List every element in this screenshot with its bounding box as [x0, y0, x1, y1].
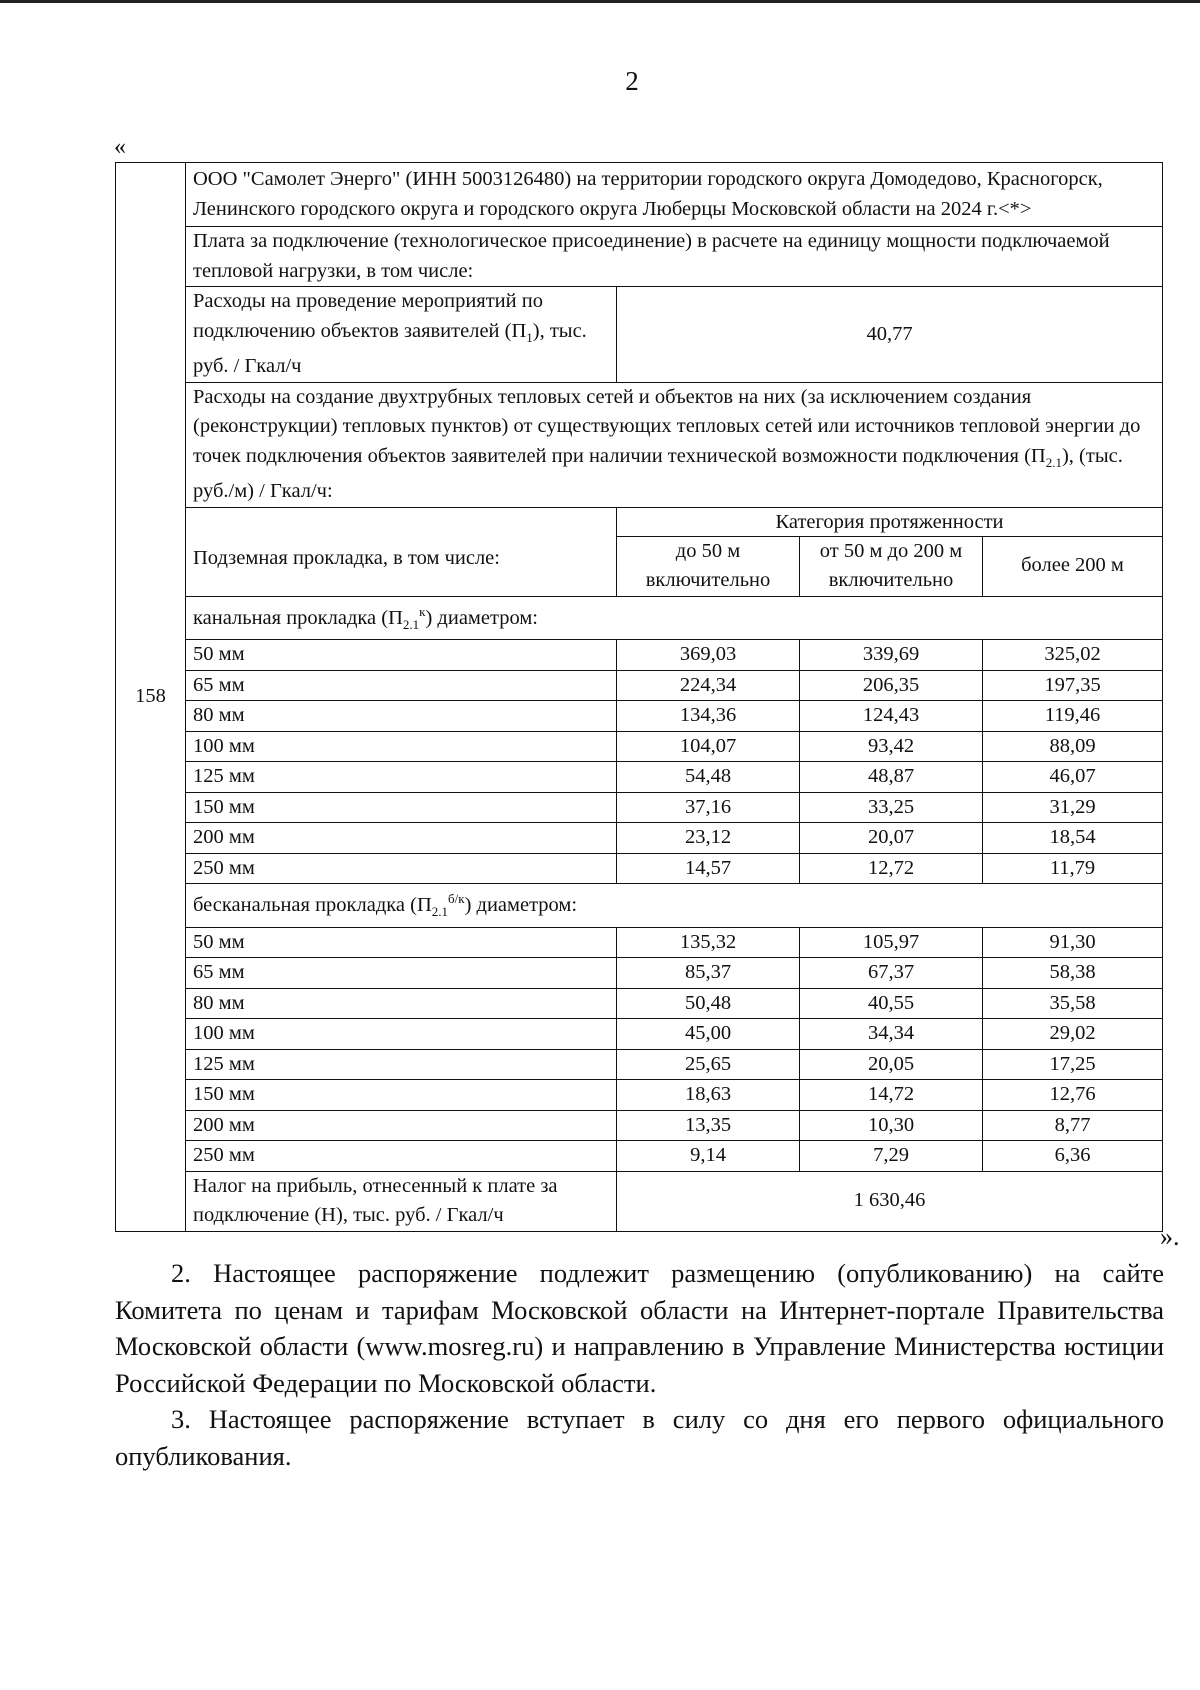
- column-header-3: более 200 м: [983, 536, 1163, 596]
- channelless-value: 45,00: [617, 1019, 800, 1050]
- channelless-value: 35,58: [983, 988, 1163, 1019]
- channelless-row: [116, 1080, 1163, 1111]
- closing-quote: ».: [1160, 1222, 1180, 1251]
- channel-diameter: 250 мм: [186, 853, 617, 884]
- channelless-diameter: 150 мм: [186, 1080, 617, 1111]
- channelless-value: 105,97: [800, 927, 983, 958]
- channelless-value: 67,37: [800, 958, 983, 989]
- channelless-value: 91,30: [983, 927, 1163, 958]
- channelless-value: 58,38: [983, 958, 1163, 989]
- column-header-2: от 50 м до 200 м включительно: [800, 536, 983, 596]
- channel-value: 37,16: [617, 792, 800, 823]
- channelless-value: 8,77: [983, 1110, 1163, 1141]
- channel-row: [116, 792, 1163, 823]
- channel-diameter: 150 мм: [186, 792, 617, 823]
- org-title: ООО "Самолет Энерго" (ИНН 5003126480) на территории городского округа Домодедово, Красногорск, Ленинского городского округа и городского округа Люберцы Московской области на 2024 г.<*>: [186, 163, 1163, 227]
- channel-section-row: [116, 596, 1163, 639]
- channelless-value: 34,34: [800, 1019, 983, 1050]
- p21-label: [186, 382, 1163, 507]
- p21-label-end: ), (тыс. руб./м) / Гкал/ч:: [193, 444, 1123, 503]
- row-number: 158: [116, 163, 186, 1232]
- channelless-value: 50,48: [617, 988, 800, 1019]
- channel-section-label: [186, 596, 1163, 639]
- channelless-row: [116, 1019, 1163, 1050]
- fee-row: [116, 227, 1163, 287]
- paragraph-3: [115, 1401, 1164, 1474]
- channel-row: [116, 640, 1163, 671]
- opening-quote: «: [114, 134, 126, 160]
- channel-value: 88,09: [983, 731, 1163, 762]
- channelless-subscript: 2.1: [431, 904, 449, 920]
- tax-value: 1 630,46: [617, 1171, 1163, 1231]
- channelless-value: 18,63: [617, 1080, 800, 1111]
- tariff-table: [115, 162, 1163, 1232]
- p1-label-end: ), тыс. руб. / Гкал/ч: [193, 319, 587, 378]
- paragraph-2-text: 2. Настоящее распоряжение подлежит размещению (опубликованию) на сайте Комитета по ценам и тарифам Московской области на Интернет-портале Правительства Московской области (www.mosreg.ru) и направлению в Управление Министерства юстиции Российской Федерации по Московской области.: [115, 1258, 1164, 1398]
- channelless-value: 6,36: [983, 1141, 1163, 1172]
- p1-subscript: 1: [526, 329, 533, 345]
- channel-value: 31,29: [983, 792, 1163, 823]
- underground-label: Подземная прокладка, в том числе:: [186, 507, 617, 596]
- tax-row: [116, 1171, 1163, 1231]
- channel-value: 46,07: [983, 762, 1163, 793]
- channelless-row: [116, 1049, 1163, 1080]
- channelless-label-text: бесканальная прокладка (П: [193, 893, 432, 916]
- channel-diameter: 200 мм: [186, 823, 617, 854]
- channelless-section-row: [116, 884, 1163, 927]
- channel-value: 104,07: [617, 731, 800, 762]
- fee-title: Плата за подключение (технологическое присоединение) в расчете на единицу мощности подключаемой тепловой нагрузки, в том числе:: [186, 227, 1163, 287]
- top-border: [0, 0, 1200, 3]
- category-header: Категория протяженности: [617, 507, 1163, 536]
- paragraph-2: [115, 1255, 1164, 1401]
- channel-row: [116, 731, 1163, 762]
- channel-value: 33,25: [800, 792, 983, 823]
- channelless-diameter: 200 мм: [186, 1110, 617, 1141]
- channel-value: 14,57: [617, 853, 800, 884]
- channelless-value: 7,29: [800, 1141, 983, 1172]
- channelless-diameter: 80 мм: [186, 988, 617, 1019]
- channel-value: 134,36: [617, 701, 800, 732]
- channelless-value: 20,05: [800, 1049, 983, 1080]
- channelless-row: [116, 927, 1163, 958]
- channel-row: [116, 762, 1163, 793]
- channel-value: 325,02: [983, 640, 1163, 671]
- channel-diameter: 80 мм: [186, 701, 617, 732]
- channelless-value: 14,72: [800, 1080, 983, 1111]
- channel-value: 23,12: [617, 823, 800, 854]
- channel-diameter: 125 мм: [186, 762, 617, 793]
- channelless-diameter: 250 мм: [186, 1141, 617, 1172]
- tax-label: Налог на прибыль, отнесенный к плате за подключение (Н), тыс. руб. / Гкал/ч: [186, 1171, 617, 1231]
- channelless-value: 9,14: [617, 1141, 800, 1172]
- channelless-value: 13,35: [617, 1110, 800, 1141]
- channel-value: 369,03: [617, 640, 800, 671]
- channel-value: 54,48: [617, 762, 800, 793]
- channel-value: 124,43: [800, 701, 983, 732]
- channel-value: 197,35: [983, 670, 1163, 701]
- channel-value: 18,54: [983, 823, 1163, 854]
- channel-diameter: 65 мм: [186, 670, 617, 701]
- paragraph-3-text: 3. Настоящее распоряжение вступает в силу со дня его первого официального опубликования.: [115, 1404, 1164, 1471]
- channelless-row: [116, 1110, 1163, 1141]
- channel-value: 93,42: [800, 731, 983, 762]
- channelless-diameter: 65 мм: [186, 958, 617, 989]
- channelless-label-end: ) диаметром:: [464, 893, 578, 916]
- channelless-row: [116, 958, 1163, 989]
- channel-value: 48,87: [800, 762, 983, 793]
- channel-row: [116, 853, 1163, 884]
- p21-label-text: Расходы на создание двухтрубных тепловых сетей и объектов на них (за исключением создания (реконструкции) тепловых пунктов) от существующих тепловых сетей или источников тепловой энергии до точек подключения объектов заявителей при наличии технической возможности подключения (П: [193, 385, 1141, 467]
- category-header-row: [116, 507, 1163, 536]
- channel-subscript: 2.1: [402, 616, 420, 632]
- channel-label-text: канальная прокладка (П: [193, 606, 403, 629]
- channelless-value: 40,55: [800, 988, 983, 1019]
- channel-diameter: 100 мм: [186, 731, 617, 762]
- p1-label-text: Расходы на проведение мероприятий по подключению объектов заявителей (П: [193, 290, 543, 342]
- channel-row: [116, 670, 1163, 701]
- channelless-superscript: б/к: [448, 891, 465, 907]
- channelless-value: 85,37: [617, 958, 800, 989]
- channelless-diameter: 50 мм: [186, 927, 617, 958]
- channel-row: [116, 701, 1163, 732]
- page-number: 2: [625, 66, 639, 96]
- p21-subscript: 2.1: [1045, 454, 1062, 470]
- org-row: [116, 163, 1163, 227]
- channel-value: 339,69: [800, 640, 983, 671]
- channel-label-end: ) диаметром:: [425, 606, 538, 629]
- channel-value: 12,72: [800, 853, 983, 884]
- channelless-row: [116, 1141, 1163, 1172]
- channel-row: [116, 823, 1163, 854]
- channelless-value: 135,32: [617, 927, 800, 958]
- channelless-value: 12,76: [983, 1080, 1163, 1111]
- p21-row: [116, 382, 1163, 507]
- p1-row: [116, 287, 1163, 383]
- channelless-value: 25,65: [617, 1049, 800, 1080]
- channelless-diameter: 100 мм: [186, 1019, 617, 1050]
- channelless-diameter: 125 мм: [186, 1049, 617, 1080]
- channelless-section-label: [186, 884, 1163, 927]
- channelless-value: 10,30: [800, 1110, 983, 1141]
- p1-label: [186, 287, 617, 383]
- channelless-value: 17,25: [983, 1049, 1163, 1080]
- channel-diameter: 50 мм: [186, 640, 617, 671]
- channel-value: 206,35: [800, 670, 983, 701]
- channelless-row: [116, 988, 1163, 1019]
- p1-value: 40,77: [617, 287, 1163, 383]
- channel-value: 224,34: [617, 670, 800, 701]
- channel-value: 20,07: [800, 823, 983, 854]
- channel-superscript: к: [419, 603, 426, 619]
- column-header-1: до 50 м включительно: [617, 536, 800, 596]
- channel-value: 119,46: [983, 701, 1163, 732]
- channel-value: 11,79: [983, 853, 1163, 884]
- channelless-value: 29,02: [983, 1019, 1163, 1050]
